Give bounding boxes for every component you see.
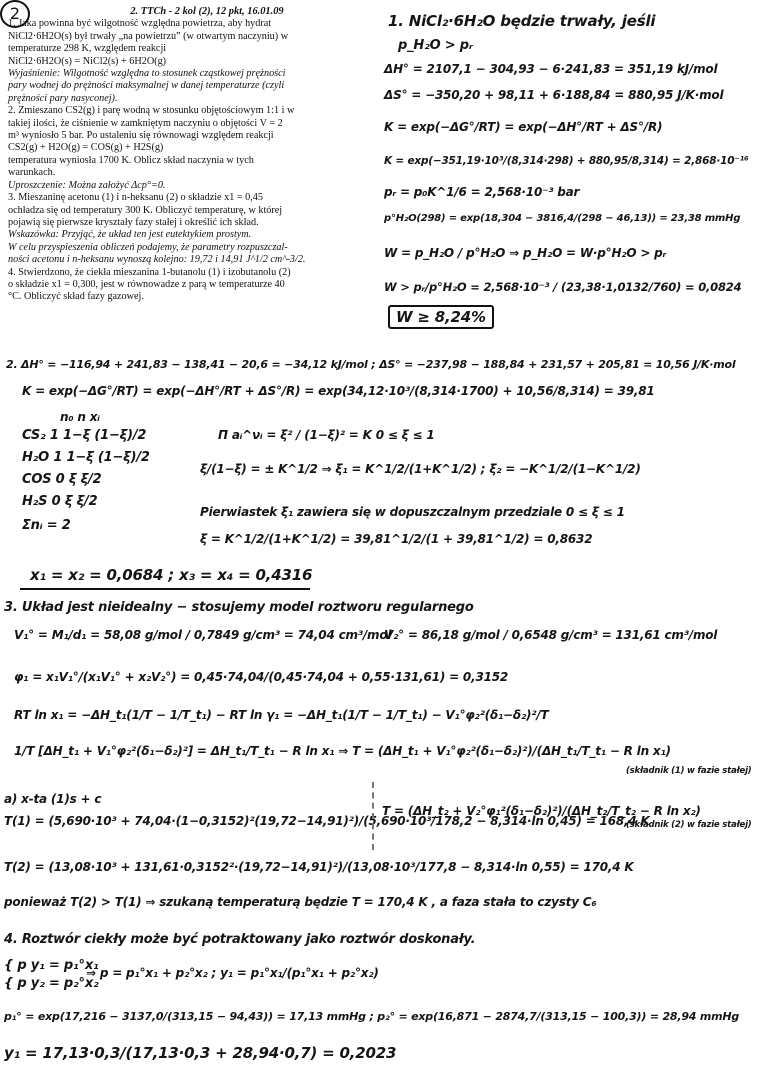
solution-1-result (388, 308, 494, 326)
solution-4-line: p₁° = exp(17,216 − 3137,0/(313,15 − 94,43)) = 17,13 mmHg ; p₂° = exp(16,871 − 2874,7/(313,15 − 100,3)) = 28,94 mmHg (4, 1010, 740, 1023)
column-divider (372, 782, 374, 850)
solution-3-line: T(2) = (13,08·10³ + 131,61·0,3152²·(19,72−14,91)²)/(13,08·10³/177,8 − 8,314·ln 0,55) = 170,4 K (4, 860, 634, 874)
solution-1-line: p°H₂O(298) = exp(18,304 − 3816,4/(298 − 46,13)) = 23,38 mmHg (384, 213, 741, 224)
solution-2-table-row: H₂O 1 1−ξ (1−ξ)/2 (22, 450, 150, 465)
solution-3-note: (składnik (1) w fazie stałej) (626, 766, 752, 776)
problem-1-line: 1. Jaka powinna być wilgotność względna powietrza, aby hydrat (8, 18, 272, 30)
problem-1-hint: prężności pary nasyconej). (8, 92, 118, 104)
solution-1-line: p_H₂O > pᵣ (398, 38, 473, 53)
problem-3-hint: ności acetonu i n-heksanu wynoszą kolejno: 19,72 i 14,91 J^1/2 cm^-3/2. (8, 254, 306, 266)
solution-4-line: { p y₁ = p₁°x₁ (4, 958, 99, 973)
solution-3-line: T = (ΔH_t₂ + V₂°φ₁²(δ₁−δ₂)²)/(ΔH_t₂/T_t₂ − R ln x₂) (382, 804, 701, 818)
problem-1-line: temperaturze 298 K, względem reakcji (8, 43, 167, 55)
solution-1-line: W > pᵣ/p°H₂O = 2,568·10⁻³ / (23,38·1,0132/760) = 0,0824 (384, 280, 742, 294)
problem-2-hint: Uproszczenie: Można założyć Δcp°=0. (8, 179, 166, 191)
problem-2-line: 2. Zmieszano CS2(g) i parę wodną w stosunku objętościowym 1:1 i w (8, 105, 295, 117)
problem-3-line: ochładza się od temperatury 300 K. Obliczyć temperaturę, w której (8, 204, 283, 216)
solution-3-note: (składnik (2) w fazie stałej) (626, 820, 752, 830)
solution-4-line: { p y₂ = p₂°x₂ (4, 976, 99, 991)
problem-2-line: warunkach. (8, 167, 56, 179)
problem-2-line: temperatura wyniosła 1700 K. Oblicz skład naczynia w tych (8, 154, 254, 166)
solution-1-line: K = exp(−ΔG°/RT) = exp(−ΔH°/RT + ΔS°/R) (384, 120, 663, 134)
problem-4-line: o składzie x1 = 0,300, jest w równowadze z parą w temperaturze 40 (8, 278, 285, 290)
solution-3-line: RT ln x₁ = −ΔH_t₁(1/T − 1/T_t₁) − RT ln γ₁ = −ΔH_t₁(1/T − 1/T_t₁) − V₁°φ₂²(δ₁−δ₂)²/T (14, 708, 549, 722)
problem-1-hint: Wyjaśnienie: Wilgotność względna to stosunek cząstkowej prężności (8, 68, 286, 80)
exam-header: 2. TTCh - 2 kol (2), 12 pkt, 16.01.09 (130, 6, 284, 17)
result-underline (20, 588, 310, 590)
solution-2-line: Π aᵢ^νᵢ = ξ² / (1−ξ)² = K 0 ≤ ξ ≤ 1 (218, 428, 435, 442)
solution-1-line: W = p_H₂O / p°H₂O ⇒ p_H₂O = W·p°H₂O > pᵣ (384, 246, 667, 260)
solution-4-line: ⇒ p = p₁°x₁ + p₂°x₂ ; y₁ = p₁°x₁/(p₁°x₁ + p₂°x₂) (86, 966, 379, 980)
solution-2-line: ξ/(1−ξ) = ± K^1/2 ⇒ ξ₁ = K^1/2/(1+K^1/2) ; ξ₂ = −K^1/2/(1−K^1/2) (200, 462, 641, 476)
problem-3-line: 3. Mieszaninę acetonu (1) i n-heksanu (2) o składzie x1 = 0,45 (8, 192, 263, 204)
solution-3-line: T(1) = (5,690·10³ + 74,04·(1−0,3152)²(19,72−14,91)²)/(5,690·10³/178,2 − 8,314·ln 0,45) = 168,4 K (4, 814, 650, 828)
problem-4-line: 4. Stwierdzono, że ciekła mieszanina 1-butanolu (1) i izobutanolu (2) (8, 266, 291, 278)
solution-3-line: φ₁ = x₁V₁°/(x₁V₁° + x₂V₂°) = 0,45·74,04/(0,45·74,04 + 0,55·131,61) = 0,3152 (14, 670, 509, 684)
problem-1-line: NiCl2·6H2O(s) = NiCl2(s) + 6H2O(g) (8, 55, 167, 67)
solution-2-table-row: COS 0 ξ ξ/2 (22, 472, 102, 487)
solution-1-line: ΔS° = −350,20 + 98,11 + 6·188,84 = 880,95 J/K·mol (384, 88, 724, 102)
problem-2-line: m³ wyniosło 5 bar. Po ustaleniu się równowagi względem reakcji (8, 130, 274, 142)
solution-1-line: ΔH° = 2107,1 − 304,93 − 6·241,83 = 351,19 kJ/mol (384, 62, 718, 76)
problem-2-line: takiej ilości, że ciśnienie w zamkniętym naczyniu o objętości V = 2 (8, 117, 283, 129)
solution-3-line: V₂° = 86,18 g/mol / 0,6548 g/cm³ = 131,61 cm³/mol (384, 628, 718, 642)
problem-3-line: pojawią się pierwsze kryształy fazy stałej i określić ich skład. (8, 216, 259, 228)
problem-statements (8, 6, 380, 304)
solution-1-line: 1. NiCl₂·6H₂O będzie trwały, jeśli (388, 12, 656, 30)
problem-set-number-badge: 2 (0, 0, 30, 28)
solution-2-table-row: CS₂ 1 1−ξ (1−ξ)/2 (22, 428, 147, 443)
solution-2-result: x₁ = x₂ = 0,0684 ; x₃ = x₄ = 0,4316 (30, 566, 313, 584)
solution-3-line: V₁° = M₁/d₁ = 58,08 g/mol / 0,7849 g/cm³ = 74,04 cm³/mol (14, 628, 392, 642)
solution-2-line: Pierwiastek ξ₁ zawiera się w dopuszczalnym przedziale 0 ≤ ξ ≤ 1 (200, 505, 625, 519)
solution-2-table-row: H₂S 0 ξ ξ/2 (22, 494, 98, 509)
solution-4-line: 4. Roztwór ciekły może być potraktowany jako roztwór doskonały. (4, 932, 476, 947)
solution-2-line: ξ = K^1/2/(1+K^1/2) = 39,81^1/2/(1 + 39,81^1/2) = 0,8632 (200, 532, 593, 546)
problem-1-hint: pary wodnej do prężności maksymalnej w danej temperaturze (czyli (8, 80, 285, 92)
problem-3-hint: W celu przyspieszenia obliczeń podajemy, że parametry rozpuszczal- (8, 241, 288, 253)
solution-2-table-header: n₀ n xᵢ (60, 410, 100, 424)
solution-1-line: K = exp(−351,19·10³/(8,314·298) + 880,95/8,314) = 2,868·10⁻¹⁶ (384, 155, 749, 167)
solution-1-line: pᵣ = p₀K^1/6 = 2,568·10⁻³ bar (384, 185, 580, 199)
solution-3-line: 3. Układ jest nieidealny − stosujemy model roztworu regularnego (4, 600, 474, 615)
solution-4-result: y₁ = 17,13·0,3/(17,13·0,3 + 28,94·0,7) = 0,2023 (4, 1044, 397, 1062)
solution-2-line: 2. ΔH° = −116,94 + 241,83 − 138,41 − 20,6 = −34,12 kJ/mol ; ΔS° = −237,98 − 188,84 + 231,57 + 205,81 = 10,56 J/K·mol (6, 358, 736, 371)
solution-3-result: ponieważ T(2) > T(1) ⇒ szukaną temperaturą będzie T = 170,4 K , a faza stała to czysty C₆ (4, 895, 597, 909)
result-box: W ≥ 8,24% (388, 305, 494, 329)
solution-2-line: K = exp(−ΔG°/RT) = exp(−ΔH°/RT + ΔS°/R) = exp(34,12·10³/(8,314·1700) + 10,56/8,314) = 39,81 (22, 384, 655, 398)
problem-2-line: CS2(g) + H2O(g) = COS(g) + H2S(g) (8, 142, 164, 154)
solution-3-line: 1/T [ΔH_t₁ + V₁°φ₂²(δ₁−δ₂)²] = ΔH_t₁/T_t₁ − R ln x₁ ⇒ T = (ΔH_t₁ + V₁°φ₂²(δ₁−δ₂)²)/(ΔH_t₁/T_t₁ − R ln x₁) (14, 744, 671, 758)
problem-3-hint: Wskazówka: Przyjąć, że układ ten jest eutektykiem prostym. (8, 229, 252, 241)
problem-1-line: NiCl2·6H2O(s) był trwały „na powietrzu” (w otwartym naczyniu) w (8, 30, 289, 42)
solution-2-table-sum: Σnᵢ = 2 (22, 518, 71, 533)
solution-3-line: a) x-ta (1)s + c (4, 792, 102, 806)
problem-4-line: °C. Obliczyć skład fazy gazowej. (8, 291, 144, 303)
